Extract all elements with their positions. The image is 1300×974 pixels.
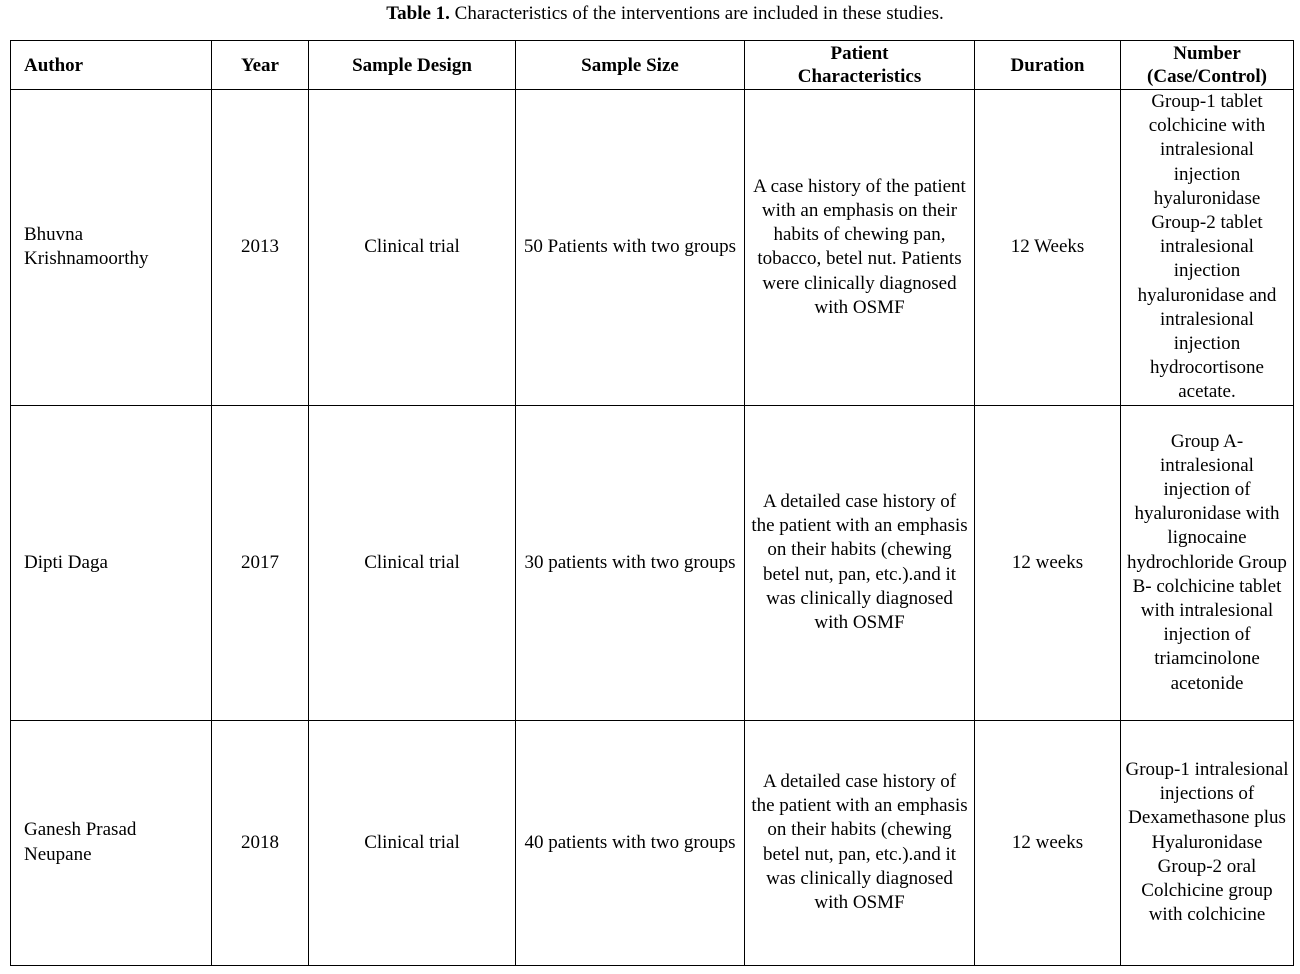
table-caption-label: Table 1.: [386, 3, 450, 24]
cell-duration: 12 weeks: [975, 405, 1121, 720]
cell-patient-characteristics: A detailed case history of the patient with an emphasis on their habits (chewing betel nut, pan, etc.).and it was clinically diagnosed with OSMF: [745, 405, 975, 720]
table-row: [11, 90, 1294, 406]
cell-author: Dipti Daga: [11, 405, 212, 720]
cell-patient-characteristics: A detailed case history of the patient with an emphasis on their habits (chewing betel nut, pan, etc.).and it was clinically diagnosed with OSMF: [745, 720, 975, 965]
cell-year: 2017: [212, 405, 309, 720]
characteristics-table: [10, 40, 1294, 966]
table-caption-text: Characteristics of the interventions are included in these studies.: [449, 3, 944, 24]
header-duration: Duration: [975, 41, 1121, 90]
header-row: [11, 41, 1294, 90]
cell-patient-characteristics: A case history of the patient with an emphasis on their habits of chewing pan, tobacco, betel nut. Patients were clinically diagnosed with OSMF: [745, 90, 975, 406]
cell-number-case-control: Group-1 intralesional injections of Dexamethasone plus Hyaluronidase Group-2 oral Colchicine group with colchicine: [1121, 720, 1294, 965]
table-header: [11, 41, 1294, 90]
cell-sample-size: 30 patients with two groups: [516, 405, 745, 720]
header-sample-design: Sample Design: [309, 41, 516, 90]
cell-year: 2013: [212, 90, 309, 406]
table-row: [11, 405, 1294, 720]
cell-sample-size: 50 Patients with two groups: [516, 90, 745, 406]
cell-year: 2018: [212, 720, 309, 965]
cell-author: Bhuvna Krishnamoorthy: [11, 90, 212, 406]
cell-sample-size: 40 patients with two groups: [516, 720, 745, 965]
header-number-case-control: Number (Case/Control): [1121, 41, 1294, 90]
cell-sample-design: Clinical trial: [309, 405, 516, 720]
cell-author: Ganesh Prasad Neupane: [11, 720, 212, 965]
header-patient-characteristics: Patient Characteristics: [745, 41, 975, 90]
table-body: [11, 90, 1294, 966]
cell-duration: 12 Weeks: [975, 90, 1121, 406]
table-row: [11, 720, 1294, 965]
header-sample-size: Sample Size: [516, 41, 745, 90]
cell-sample-design: Clinical trial: [309, 90, 516, 406]
header-author: Author: [11, 41, 212, 90]
header-year: Year: [212, 41, 309, 90]
cell-number-case-control: Group A- intralesional injection of hyaluronidase with lignocaine hydrochloride Group B- colchicine tablet with intralesional injection of triamcinolone acetonide: [1121, 405, 1294, 720]
cell-duration: 12 weeks: [975, 720, 1121, 965]
cell-number-case-control: Group-1 tablet colchicine with intralesional injection hyaluronidase Group-2 tablet intralesional injection hyaluronidase and intralesional injection hydrocortisone acetate.: [1121, 90, 1294, 406]
cell-sample-design: Clinical trial: [309, 720, 516, 965]
table-caption: [0, 2, 1300, 26]
